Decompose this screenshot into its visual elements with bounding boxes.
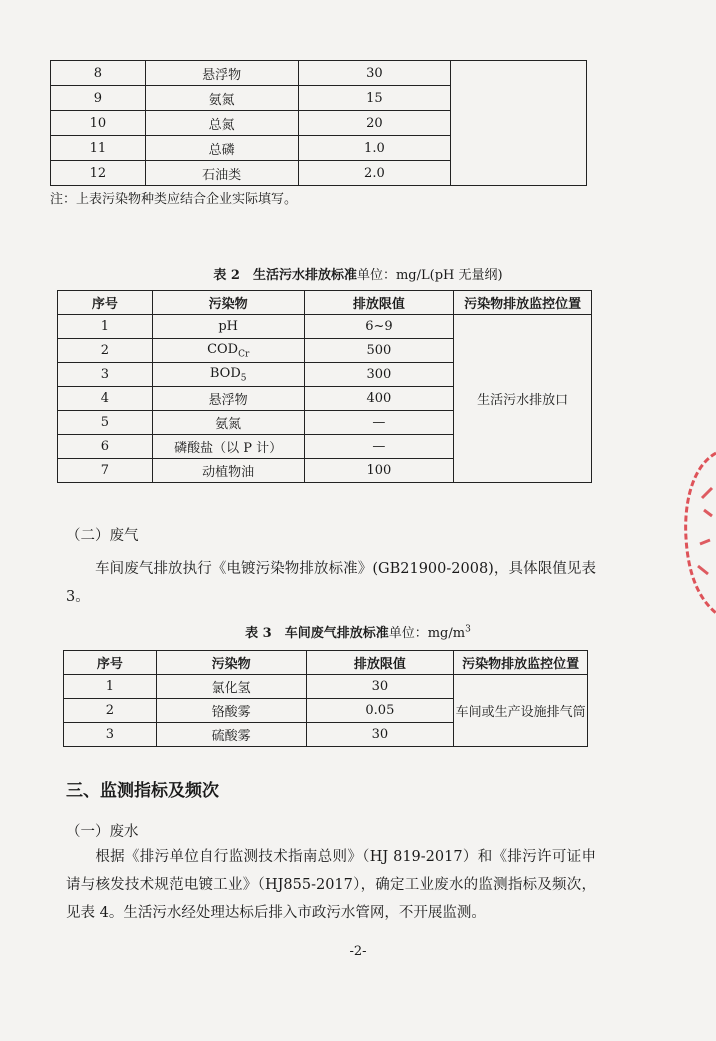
row-pollutant: 动植物油 bbox=[152, 459, 304, 483]
caption-superscript: 3 bbox=[465, 624, 471, 635]
row-limit: 2.0 bbox=[298, 161, 451, 186]
row-pollutant: 磷酸盐（以 P 计） bbox=[152, 435, 304, 459]
row-limit: 15 bbox=[298, 86, 451, 111]
row-no: 7 bbox=[58, 459, 153, 483]
header-limit: 排放限值 bbox=[304, 291, 454, 315]
header-no: 序号 bbox=[64, 651, 157, 675]
row-limit: 30 bbox=[306, 723, 454, 747]
row-limit: 400 bbox=[304, 387, 454, 411]
table-2-domestic-sewage bbox=[57, 290, 592, 483]
row-pollutant: 悬浮物 bbox=[145, 61, 298, 86]
section-heading-waste-gas: （二）废气 bbox=[66, 528, 139, 544]
row-pollutant: 总磷 bbox=[145, 136, 298, 161]
row-pollutant: 氨氮 bbox=[145, 86, 298, 111]
row-pollutant: 悬浮物 bbox=[152, 387, 304, 411]
row-pollutant: 氨氮 bbox=[152, 411, 304, 435]
row-limit: 1.0 bbox=[298, 136, 451, 161]
row-no: 11 bbox=[51, 136, 146, 161]
pollutant-subscript: Cr bbox=[238, 349, 250, 360]
location-cell: 生活污水排放口 bbox=[454, 315, 592, 483]
location-cell: 车间或生产设施排气筒 bbox=[454, 675, 588, 747]
paragraph-text: 车间废气排放执行《电镀污染物排放标准》(GB21900-2008)，具体限值见表 3。 bbox=[66, 561, 596, 605]
row-pollutant: pH bbox=[152, 315, 304, 339]
section-heading-wastewater: （一）废水 bbox=[66, 824, 139, 840]
row-limit: — bbox=[304, 435, 454, 459]
page-number: -2- bbox=[349, 944, 367, 959]
pollutant-name: BOD bbox=[209, 365, 241, 381]
table-row bbox=[51, 61, 587, 86]
row-no: 2 bbox=[58, 339, 153, 363]
row-pollutant: 石油类 bbox=[145, 161, 298, 186]
row-no: 5 bbox=[58, 411, 153, 435]
pollutant-subscript: 5 bbox=[240, 373, 247, 384]
wastewater-paragraph bbox=[66, 843, 596, 927]
table-2-caption bbox=[0, 264, 716, 283]
row-limit: 6~9 bbox=[304, 315, 454, 339]
row-limit: 300 bbox=[304, 363, 454, 387]
row-limit: 0.05 bbox=[306, 699, 454, 723]
header-limit: 排放限值 bbox=[306, 651, 454, 675]
paragraph-text: 根据《排污单位自行监测技术指南总则》（HJ 819-2017）和《排污许可证申请与核发技术规范电镀工业》（HJ855-2017），确定工业废水的监测指标及频次，见表 4。生活污水经处理达标后排入市政污水管网，不开展监测。 bbox=[66, 849, 596, 921]
row-pollutant: 氯化氢 bbox=[156, 675, 306, 699]
header-location: 污染物排放监控位置 bbox=[454, 291, 592, 315]
section-title-monitoring: 三、监测指标及频次 bbox=[66, 781, 219, 801]
table-1-continued bbox=[50, 60, 587, 186]
header-location: 污染物排放监控位置 bbox=[454, 651, 588, 675]
row-no: 6 bbox=[58, 435, 153, 459]
row-pollutant bbox=[152, 363, 304, 387]
row-pollutant: 硫酸雾 bbox=[156, 723, 306, 747]
row-no: 12 bbox=[51, 161, 146, 186]
table-1-note: 注：上表污染物种类应结合企业实际填写。 bbox=[50, 192, 298, 207]
row-limit: 500 bbox=[304, 339, 454, 363]
table-row bbox=[64, 675, 588, 699]
row-limit: 30 bbox=[306, 675, 454, 699]
caption-title: 表 3 车间废气排放标准 bbox=[245, 626, 389, 641]
row-limit: 100 bbox=[304, 459, 454, 483]
row-no: 3 bbox=[58, 363, 153, 387]
row-pollutant: 铬酸雾 bbox=[156, 699, 306, 723]
row-no: 10 bbox=[51, 111, 146, 136]
row-pollutant: 总氮 bbox=[145, 111, 298, 136]
row-limit: 20 bbox=[298, 111, 451, 136]
row-no: 2 bbox=[64, 699, 157, 723]
table-3-waste-gas bbox=[63, 650, 588, 747]
header-pollutant: 污染物 bbox=[156, 651, 306, 675]
caption-title: 表 2 生活污水排放标准 bbox=[213, 268, 357, 283]
row-no: 1 bbox=[64, 675, 157, 699]
row-no: 3 bbox=[64, 723, 157, 747]
caption-unit: 单位：mg/L(pH 无量纲) bbox=[356, 268, 503, 283]
table-header-row bbox=[64, 651, 588, 675]
table-row bbox=[58, 315, 592, 339]
waste-gas-paragraph bbox=[66, 555, 596, 611]
table-3-caption bbox=[0, 622, 716, 641]
row-no: 8 bbox=[51, 61, 146, 86]
row-limit: 30 bbox=[298, 61, 451, 86]
row-no: 4 bbox=[58, 387, 153, 411]
pollutant-name: COD bbox=[207, 341, 239, 357]
merged-location-cell bbox=[451, 61, 587, 186]
red-seal-stamp bbox=[682, 448, 716, 618]
table-header-row bbox=[58, 291, 592, 315]
row-limit: — bbox=[304, 411, 454, 435]
header-no: 序号 bbox=[58, 291, 153, 315]
row-pollutant bbox=[152, 339, 304, 363]
caption-unit: 单位：mg/m bbox=[388, 626, 466, 641]
row-no: 9 bbox=[51, 86, 146, 111]
header-pollutant: 污染物 bbox=[152, 291, 304, 315]
row-no: 1 bbox=[58, 315, 153, 339]
